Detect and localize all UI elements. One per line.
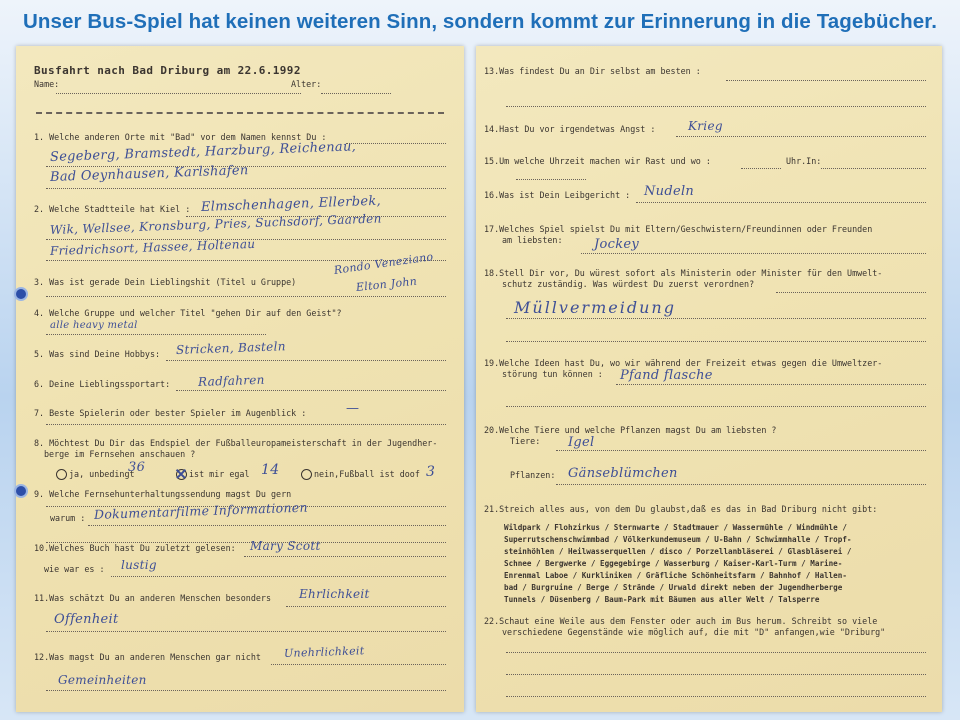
question-1: 1. Welche anderen Orte mit "Bad" vor dem Namen kennst Du :	[34, 132, 327, 142]
answer-line	[111, 576, 446, 577]
answer-line	[516, 179, 586, 180]
question-13: 13.Was findest Du an Dir selbst am besten :	[484, 66, 701, 76]
places-line: Tunnels / Düsenberg / Baum-Park mit Bäumen aus aller Welt / Talsperre	[504, 595, 820, 604]
answer-11-line1: Ehrlichkeit	[299, 587, 370, 601]
question-20: 20.Welche Tiere und welche Pflanzen magst Du am liebsten ?	[484, 425, 777, 435]
question-14: 14.Hast Du vor irgendetwas Angst :	[484, 124, 656, 134]
answer-1-line2: Bad Oeynhausen, Karlshafen	[49, 163, 249, 185]
answer-line	[776, 292, 926, 293]
name-line	[56, 93, 301, 94]
answer-line	[346, 143, 446, 144]
question-17-line2: am liebsten:	[502, 235, 563, 245]
option-yes[interactable]: ja, unbedingt	[56, 469, 135, 480]
punch-hole	[14, 484, 28, 498]
answer-line	[46, 334, 266, 335]
answer-20-plants: Gänseblümchen	[568, 466, 678, 481]
answer-line	[506, 696, 926, 697]
places-line: Superrutschenschwimmbad / Völkerkundemuseum / U-Bahn / Schwimmhalle / Tropf-	[504, 535, 852, 544]
answer-line	[506, 406, 926, 407]
question-19-line1: 19.Welche Ideen hast Du, wo wir während der Freizeit etwas gegen die Umweltzer-	[484, 358, 883, 368]
answer-line	[46, 424, 446, 425]
question-6: 6. Deine Lieblingssportart:	[34, 379, 171, 389]
answer-line	[506, 341, 926, 342]
places-line: bad / Burgruine / Berge / Strände / Urwald direkt neben der Jugendherberge	[504, 583, 843, 592]
answer-line	[46, 188, 446, 189]
answer-18: Müllvermeidung	[514, 298, 676, 317]
question-21: 21.Streich alles aus, von dem Du glaubst,daß es das in Bad Driburg nicht gibt:	[484, 504, 878, 514]
places-list	[504, 522, 934, 606]
answer-2-line2: Wik, Wellsee, Kronsburg, Pries, Suchsdorf, Gaarden	[49, 211, 382, 237]
answer-line	[741, 168, 781, 169]
radio-no[interactable]	[301, 469, 312, 480]
question-8-line1: 8. Möchtest Du Dir das Endspiel der Fußballeuropameisterschaft in der Jugendher-	[34, 438, 438, 448]
answer-17: Jockey	[594, 237, 640, 252]
answer-line	[46, 631, 446, 632]
answer-16: Nudeln	[644, 184, 695, 199]
answer-line	[176, 390, 446, 391]
radio-indifferent[interactable]	[176, 469, 187, 480]
answer-20-animals: Igel	[568, 435, 595, 450]
question-18-line1: 18.Stell Dir vor, Du würest sofort als Ministerin oder Minister für den Umwelt-	[484, 268, 883, 278]
question-9: 9. Welche Fernsehunterhaltungssendung magst Du gern	[34, 489, 292, 499]
question-17-line1: 17.Welches Spiel spielst Du mit Eltern/Geschwistern/Freundinnen oder Freunden	[484, 224, 873, 234]
places-line: Wildpark / Flohzirkus / Sternwarte / Stadtmauer / Wassermühle / Windmühle /	[504, 523, 847, 532]
question-15: 15.Um welche Uhrzeit machen wir Rast und wo :	[484, 156, 711, 166]
answer-line	[676, 136, 926, 137]
punch-hole	[14, 287, 28, 301]
answer-2-line1: Elmschenhagen, Ellerbek,	[200, 193, 382, 215]
answer-3-line2: Elton John	[355, 274, 418, 294]
question-22-line1: 22.Schaut eine Weile aus dem Fenster oder auch im Bus herum. Schreibt so viele	[484, 616, 878, 626]
questionnaire-page-left	[16, 46, 464, 712]
places-line: Enrenmal Laboe / Kurkliniken / Gräfliche Schönheitsfarm / Bahnhof / Hallen-	[504, 571, 847, 580]
form-title: Busfahrt nach Bad Driburg am 22.6.1992	[34, 64, 301, 77]
count-indifferent: 14	[261, 462, 280, 478]
answer-line	[286, 606, 446, 607]
question-9-why: warum :	[50, 513, 86, 523]
places-line: Schnee / Bergwerke / Eggegebirge / Wasserburg / Kaiser-Karl-Turm / Marine-	[504, 559, 843, 568]
option-no[interactable]: nein,Fußball ist doof	[301, 469, 420, 480]
question-18-line2: schutz zuständig. Was würdest Du zuerst verordnen?	[502, 279, 755, 289]
question-10: 10.Welches Buch hast Du zuletzt gelesen:	[34, 543, 236, 553]
answer-14: Krieg	[688, 119, 723, 133]
answer-9: Dokumentarfilme Informationen	[93, 499, 309, 522]
answer-line	[88, 525, 446, 526]
answer-2-line3: Friedrichsort, Hassee, Holtenau	[49, 236, 256, 258]
name-label: Name:	[34, 79, 60, 89]
question-4: 4. Welche Gruppe und welcher Titel "gehen Dir auf den Geist"?	[34, 308, 342, 318]
answer-line	[166, 360, 446, 361]
question-3: 3. Was ist gerade Dein Lieblingshit (Titel u Gruppe)	[34, 277, 297, 287]
slide-title: Unser Bus-Spiel hat keinen weiteren Sinn, sondern kommt zur Erinnerung in die Tagebücher.	[22, 10, 938, 33]
question-8-line2: berge im Fernsehen anschauen ?	[44, 449, 196, 459]
questionnaire-page-right	[476, 46, 942, 712]
answer-3-line1: Rondo Veneziano	[333, 250, 435, 277]
answer-19: Pfand flasche	[620, 368, 713, 383]
answer-line	[556, 450, 926, 451]
count-yes: 36	[128, 460, 146, 475]
answer-line	[616, 384, 926, 385]
question-19-line2: störung tun können :	[502, 369, 603, 379]
answer-4: alle heavy metal	[50, 320, 138, 331]
answer-line	[506, 652, 926, 653]
answer-line	[506, 106, 926, 107]
answer-5: Stricken, Basteln	[175, 339, 286, 357]
answer-6: Radfahren	[197, 372, 265, 389]
count-no: 3	[426, 464, 436, 480]
question-7: 7. Beste Spielerin oder bester Spieler im Augenblick :	[34, 408, 307, 418]
age-label: Alter:	[291, 79, 322, 89]
answer-line	[46, 296, 446, 297]
question-22-line2: verschiedene Gegenstände wie möglich auf, die mit "D" anfangen,wie "Driburg"	[502, 627, 886, 637]
places-line: steinhöhlen / Heilwasserquellen / disco / Porzellanbläserei / Glasbläserei /	[504, 547, 852, 556]
answer-line	[46, 690, 446, 691]
answer-10-how: lustig	[121, 558, 157, 572]
answer-line	[581, 253, 926, 254]
answer-12-line1: Unehrlichkeit	[283, 644, 365, 660]
question-20-plants: Pflanzen:	[510, 470, 556, 480]
answer-line	[506, 318, 926, 319]
question-11: 11.Was schätzt Du an anderen Menschen besonders	[34, 593, 271, 603]
option-indifferent[interactable]: ist mir egal	[176, 469, 250, 480]
answer-line	[506, 674, 926, 675]
answer-1-line1: Segeberg, Bramstedt, Harzburg, Reichenau,	[49, 139, 357, 165]
answer-12-line2: Gemeinheiten	[58, 673, 147, 687]
radio-yes[interactable]	[56, 469, 67, 480]
answer-line	[726, 80, 926, 81]
question-12: 12.Was magst Du an anderen Menschen gar nicht	[34, 652, 261, 662]
answer-line	[271, 664, 446, 665]
answer-7: —	[346, 401, 360, 416]
question-10-how: wie war es :	[44, 564, 105, 574]
question-20-animals: Tiere:	[510, 436, 541, 446]
answer-10: Mary Scott	[250, 539, 321, 553]
answer-line	[244, 556, 446, 557]
answer-line	[636, 202, 926, 203]
age-line	[321, 93, 391, 94]
question-5: 5. Was sind Deine Hobbys:	[34, 349, 161, 359]
answer-11-line2: Offenheit	[54, 612, 119, 627]
answer-line	[821, 168, 926, 169]
separator	[36, 112, 444, 114]
answer-line	[556, 484, 926, 485]
question-15-time: Uhr.In:	[786, 156, 822, 166]
question-16: 16.Was ist Dein Leibgericht :	[484, 190, 631, 200]
question-2: 2. Welche Stadtteile hat Kiel :	[34, 204, 191, 214]
